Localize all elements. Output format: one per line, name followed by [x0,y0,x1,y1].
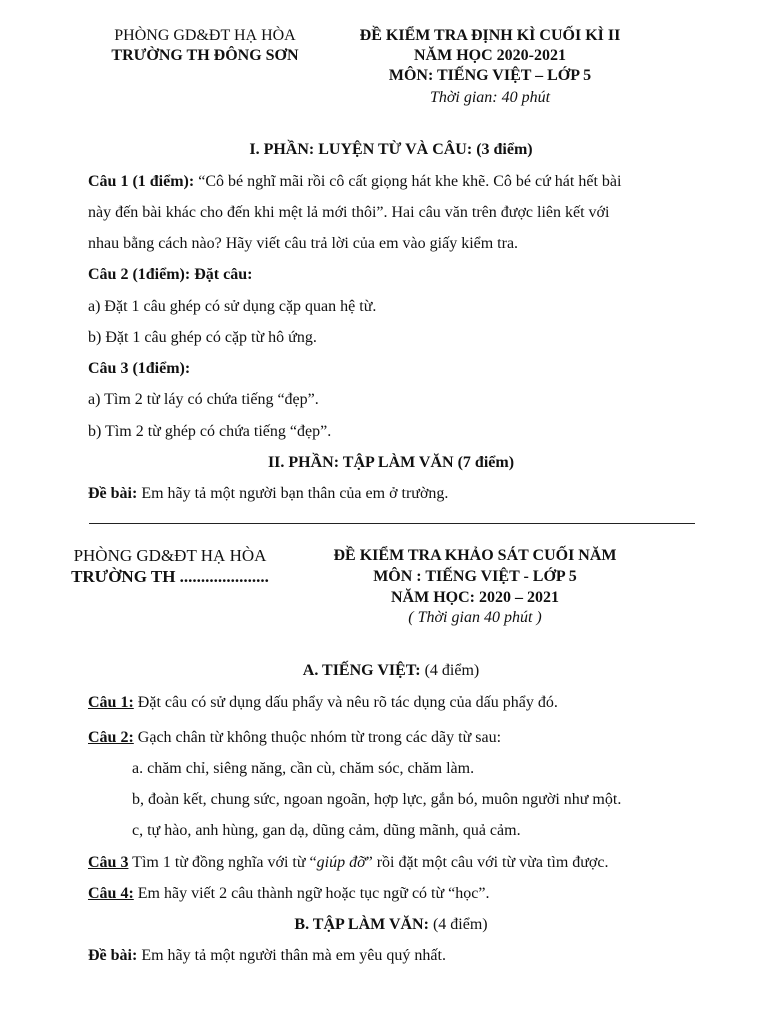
exam1-school: TRƯỜNG TH ĐÔNG SƠN [111,47,299,64]
exam1-section2-heading: II. PHẦN: TẬP LÀM VĂN (7 điểm) [267,454,515,471]
essay-text: Em hãy tả một người bạn thân của em ở trường. [137,485,449,502]
q1-label: Câu 1: [88,694,134,711]
exam1-q3-a: a) Tìm 2 từ láy có chứa tiếng “đẹp”. [88,391,319,408]
sectionB-title: B. TẬP LÀM VĂN: [294,916,433,933]
sectionB-points: (4 điểm) [432,916,488,933]
sectionA-title: A. TIẾNG VIỆT: [302,662,425,679]
exam2-q2-c: c, tự hào, anh hùng, gan dạ, dũng cảm, dũng mãnh, quả cảm. [132,822,521,839]
exam2-school-year: NĂM HỌC: 2020 – 2021 [391,589,559,606]
exam2-department: PHÒNG GD&ĐT HẠ HÒA [73,546,267,565]
essay-label: Đề bài: [88,947,138,964]
q1-label: Câu 1 (1 điểm): [88,173,195,190]
q1-text-line1: “Cô bé nghĩ mãi rồi cô cất giọng hát khe khẽ. Cô bé cứ hát hết bài [194,173,622,190]
exam2-sectionB-heading [88,916,694,934]
exam1-q2-a: a) Đặt 1 câu ghép có sử dụng cặp quan hệ từ. [88,298,377,315]
exam1-q2-label: Câu 2 (1điểm): Đặt câu: [88,266,253,283]
exam1-section1-heading [88,141,694,159]
exam1-q2-b: b) Đặt 1 câu ghép có cặp từ hô ứng. [88,329,317,346]
exam2-q3 [88,854,609,872]
exam1-q3-b: b) Tìm 2 từ ghép có chứa tiếng “đẹp”. [88,423,332,440]
q3-text-before: Tìm 1 từ đồng nghĩa với từ “ [128,854,317,871]
exam2-q1 [88,694,558,712]
q1-text: Đặt câu có sử dụng dấu phẩy và nêu rõ tác dụng của dấu phẩy đó. [133,694,558,711]
separator-line [89,523,695,524]
exam1-q3-label: Câu 3 (1điểm): [88,360,191,377]
exam2-q2-b: b, đoàn kết, chung sức, ngoan ngoãn, hợp lực, gắn bó, muôn người như một. [132,791,622,808]
exam2-q2-a: a. chăm chỉ, siêng năng, cần cù, chăm sóc, chăm làm. [132,760,475,777]
q2-text: Gạch chân từ không thuộc nhóm từ trong các dãy từ sau: [133,729,502,746]
exam1-time: Thời gian: 40 phút [429,89,551,106]
exam1-q1-line1 [88,173,621,191]
exam2-q4 [88,885,489,903]
exam2-essay [88,947,446,965]
section1-title: I. PHẦN: LUYỆN TỪ VÀ CÂU [249,141,467,158]
q4-text: Em hãy viết 2 câu thành ngữ hoặc tục ngữ có từ “học”. [133,885,490,902]
q4-label: Câu 4: [88,885,134,902]
exam2-q2 [88,729,501,747]
exam1-q1-line2: này đến bài khác cho đến khi mệt lả mới thôi”. Hai câu văn trên được liên kết với [88,204,610,221]
exam2-school: TRƯỜNG TH ..................... [71,567,269,586]
essay-text: Em hãy tả một người thân mà em yêu quý nhất. [137,947,446,964]
q3-label: Câu 3 [88,854,129,871]
exam1-subject: MÔN: TIẾNG VIỆT – LỚP 5 [388,67,592,84]
exam2-sectionA-heading [88,662,694,680]
exam2-title: ĐỀ KIỂM TRA KHẢO SÁT CUỐI NĂM [333,547,617,564]
sectionA-points: (4 điểm) [424,662,480,679]
q3-word: giúp đỡ [316,854,366,871]
exam1-department: PHÒNG GD&ĐT HẠ HÒA [114,27,296,44]
essay-label: Đề bài: [88,485,138,502]
exam1-school-year: NĂM HỌC 2020-2021 [414,47,566,64]
exam1-title: ĐỀ KIỂM TRA ĐỊNH KÌ CUỐI KÌ II [359,27,621,44]
q2-label: Câu 2: [88,729,134,746]
exam1-q1-line3: nhau bằng cách nào? Hãy viết câu trả lời của em vào giấy kiểm tra. [88,235,519,252]
exam2-subject: MÔN : TIẾNG VIỆT - LỚP 5 [373,568,577,585]
exam1-essay [88,485,448,503]
section1-points: : (3 điểm) [466,141,533,158]
exam2-time: ( Thời gian 40 phút ) [408,609,542,626]
q3-text-after: ” rồi đặt một câu với từ vừa tìm được. [365,854,609,871]
